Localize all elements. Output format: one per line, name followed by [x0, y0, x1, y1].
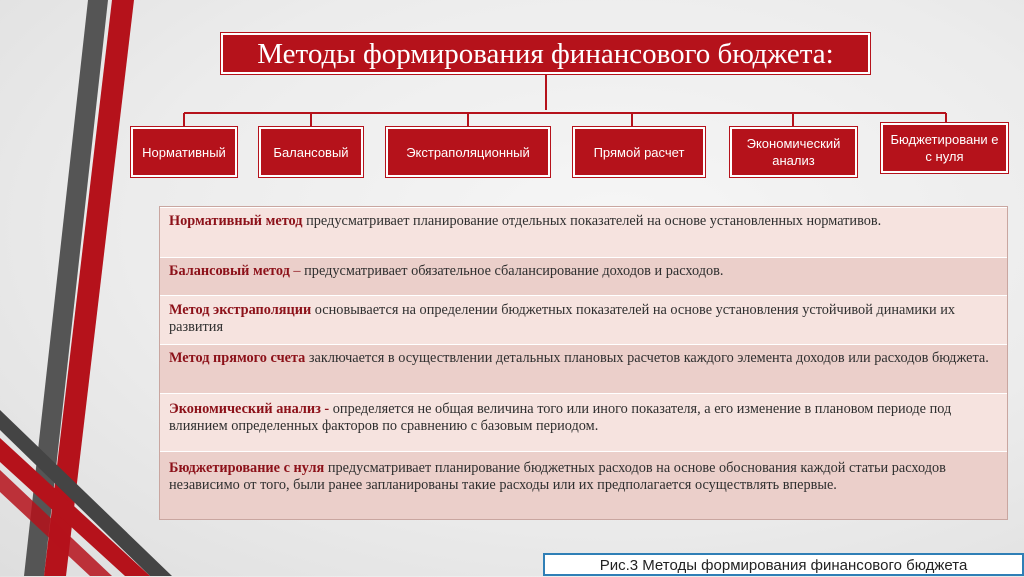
description-row [160, 344, 1007, 393]
description-text: предусматривает планирование бюджетных расходов на основе обоснования каждой статьи расходов независимо от того, были ранее запланированы такие расходы или их предполагается осуществлять впервые. [169, 460, 946, 493]
description-term: Балансовый метод [169, 263, 290, 279]
figure-caption: Рис.3 Методы формирования финансового бюджета [543, 553, 1024, 576]
method-box-normative: Нормативный [131, 127, 237, 177]
description-text: основывается на определении бюджетных показателей на основе установления устойчивой динамики их развития [169, 302, 956, 335]
description-text: предусматривает планирование отдельных показателей на основе установленных нормативов. [306, 213, 882, 229]
description-term: Нормативный метод [169, 213, 303, 229]
description-text: заключается в осуществлении детальных плановых расчетов каждого элемента доходов или расходов бюджета. [308, 350, 989, 366]
descriptions-table [159, 206, 1008, 520]
description-text: определяется не общая величина того или иного показателя, а его изменение в плановом периоде под влиянием определенных факторов по сравнению с базовым периодом. [169, 401, 952, 434]
description-row [160, 257, 1007, 295]
description-row [160, 207, 1007, 257]
description-term: Бюджетирование с нуля [169, 460, 325, 476]
method-box-economic-analysis: Экономический анализ [730, 127, 857, 177]
method-box-zero-based-budgeting: Бюджетировани е с нуля [881, 123, 1008, 173]
description-row [160, 451, 1007, 519]
method-box-direct-calculation: Прямой расчет [573, 127, 705, 177]
method-box-extrapolation: Экстраполяционный [386, 127, 550, 177]
diagram-title: Методы формирования финансового бюджета: [221, 33, 870, 74]
description-separator: – [289, 263, 305, 279]
description-term: Экономический анализ - [169, 401, 330, 417]
method-box-balance: Балансовый [259, 127, 363, 177]
description-row [160, 393, 1007, 451]
description-row [160, 295, 1007, 344]
description-term: Метод экстраполяции [169, 302, 312, 318]
description-term: Метод прямого счета [169, 350, 306, 366]
description-text: предусматривает обязательное сбалансирование доходов и расходов. [304, 263, 724, 279]
